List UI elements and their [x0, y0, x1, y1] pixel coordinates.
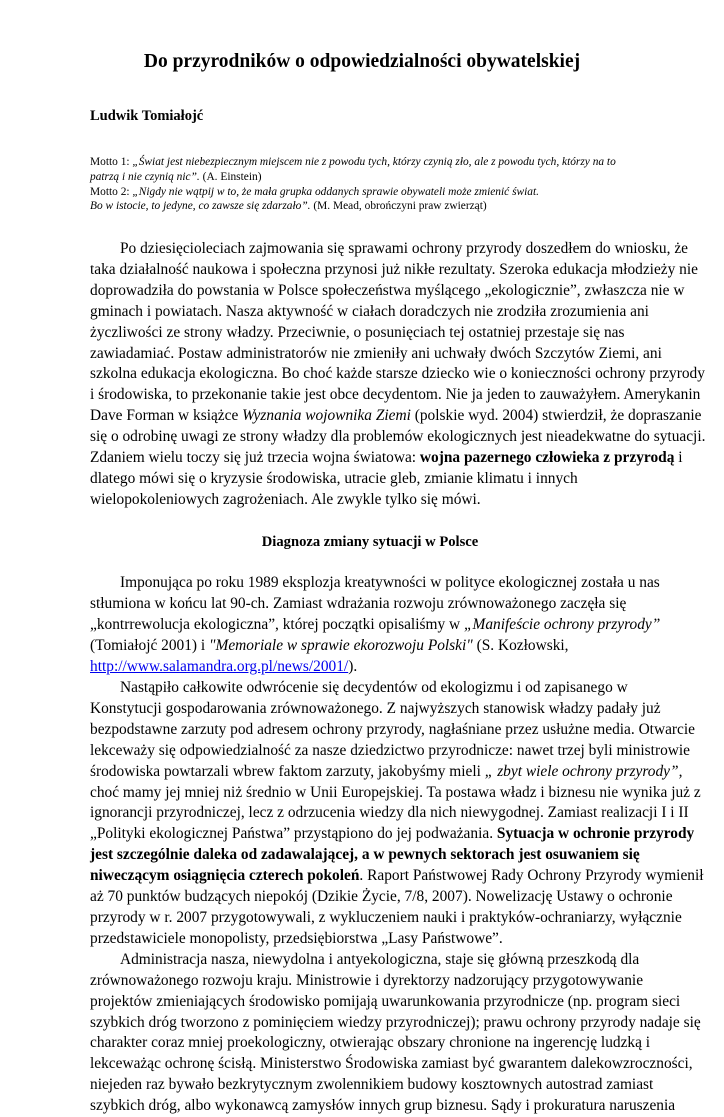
text-run: środowiska powtarzali wbrew faktom zarzuty, jakobyśmy mieli	[90, 762, 485, 780]
salamandra-link[interactable]: http://www.salamandra.org.pl/news/2001/	[90, 658, 349, 676]
text-line: szybkich dróg, albo wykonawcą zamysłów innych grup biznesu. Sądy i prokuratura naruszenia	[90, 1097, 676, 1115]
motto-1-quote: „Świat jest niebezpiecznym miejscem nie z powodu tych, którzy czynią zło, ale z powodu tych, którzy na to	[132, 156, 616, 168]
text-line: wielopokoleniowych zagrożeniach. Ale zwykle tylko się mówi.	[90, 490, 481, 508]
text-run: Dave Forman w książce	[90, 407, 243, 425]
text-line: stłumiona w końcu lat 90-ch. Zamiast wdrażania rozwoju zrównoważonego zaczęła się	[90, 595, 627, 613]
text-run: Zdaniem wielu toczy się już trzecia wojna światowa:	[90, 449, 420, 467]
text-line: lekceważy się odpowiedzialność za nasze dziedzictwo przyrodnicze: nawet trzej byli ministrowie	[90, 741, 690, 759]
text-line: Nastąpiło całkowite odwrócenie się decydentów od ekologizmu i od zapisanego w	[120, 679, 628, 696]
text-line: gminach i powiatach. Nasza aktywność w ciałach doradczych nie zrodziła zrozumienia ani	[90, 302, 649, 320]
motto-2-line-2	[90, 199, 680, 214]
bold-phrase: jest szczególnie daleka od zadawalającej, a w pewnych sektorach jest osuwaniem się	[90, 846, 640, 864]
text-run: „Polityki ekologicznej Państwa” przystąpiono do jej podważania.	[90, 825, 497, 843]
mottos-block	[90, 155, 680, 214]
motto-1-line-2	[90, 170, 680, 185]
text-run: . Raport Państwowej Rady Ochrony Przyrody wymienił	[359, 867, 704, 885]
author-name: Ludwik Tomiałojć	[90, 108, 204, 124]
text-line	[90, 866, 704, 887]
text-line: bezpodstawne zarzuty pod adresem ochrony przyrody, nagłaśniane przez usłużne media. Otwarcie	[90, 720, 695, 738]
paragraph-1	[90, 239, 706, 511]
text-line: taka działalność naukowa i społeczna przynosi już nikłe rezultaty. Szeroka edukacja młodzieży nie	[90, 260, 698, 278]
italic-quote: „ zbyt wiele ochrony przyrody”,	[484, 762, 683, 780]
motto-2-quote: „Nigdy nie wątpij w to, że mała grupka oddanych sprawie obywateli może zmienić świat.	[132, 185, 539, 198]
text-run: ).	[348, 658, 358, 676]
text-line: szkolna edukacja ekologiczna. Bo choć każde starsze dziecko wie o konieczności ochrony przyrody	[90, 365, 705, 383]
paragraph-4	[90, 950, 701, 1117]
article-body	[90, 239, 706, 1117]
section-heading: Diagnoza zmiany sytuacji w Polsce	[261, 533, 479, 550]
text-line	[90, 636, 650, 657]
bold-phrase: Sytuacja w ochronie przyrody	[496, 825, 695, 843]
motto-1-label: Motto 1:	[90, 156, 133, 168]
text-line: dlatego mówi się o kryzysie środowiska, utracie gleb, zmianie klimatu i innych	[90, 469, 578, 487]
text-line: zrównoważonego rozwoju kraju. Ministrowie i dyrektorzy nadzorujący przygotowywanie	[90, 971, 644, 989]
text-line: zawiadamiać. Postaw administratorów nie zmieniły ani uchwały dwóch Szczytów Ziemi, ani	[90, 344, 662, 362]
text-line: przedstawiciele monopolisty, przedsiębiorstwa „Lasy Państwowe”.	[90, 929, 503, 947]
paragraph-2	[90, 573, 661, 678]
text-line	[90, 657, 650, 678]
motto-2-quote-cont: Bo w istocie, to jedyne, co zawsze się zdarzało”.	[90, 200, 311, 213]
text-line	[90, 762, 683, 783]
bold-phrase: wojna pazernego człowieka z przyrodą	[419, 449, 675, 467]
motto-1-quote-cont: patrzą i nie czynią nic”.	[90, 170, 200, 183]
text-line: aż 70 punktów budzących niepokój (Dzikie Życie, 7/8, 2007). Nowelizację Ustawy o ochronie	[90, 888, 673, 906]
text-line: szybkich dróg tworzono z pominięciem wiedzy przyrodniczej); prawu ochrony przyrody nadaje się	[90, 1013, 701, 1031]
text-run: (polskie wyd. 2004) stwierdził, że dopraszanie	[410, 407, 702, 425]
text-line: przyrody w r. 2007 przygotowywali, z wykluczeniem nauki i praktyków-ochraniarzy, wyłącznie	[90, 908, 682, 926]
text-line: doprowadziła do powstania w Polsce społeczeństwa myślącego „ekologicznie”, zwłaszcza nie w	[90, 281, 685, 299]
text-line: ignorancji przyrodniczej, lecz z odrzucenia wiedzy dla nich niewygodnej. Zamiast realizacji I i II	[90, 804, 689, 822]
text-line	[90, 406, 702, 427]
bold-phrase: niweczącym osiągnięcia czterech pokoleń	[90, 867, 360, 885]
motto-2-line-1	[90, 185, 680, 200]
text-line: Imponująca po roku 1989 eksplozja kreatywności w polityce ekologicznej została u nas	[120, 574, 660, 592]
text-line: się o odrobinę uwagi ze strony władzy dla problemów ekologicznych jest nieadekwatne do sytuacji.	[90, 428, 706, 446]
text-run: (S. Kozłowski,	[472, 637, 569, 655]
page-title: Do przyrodników o odpowiedzialności obywatelskiej	[143, 51, 581, 72]
text-line: choć mamy jej mniej niż średnio w Unii Europejskiej. Ta postawa władz i biznesu nie wynika już z	[90, 783, 701, 801]
text-line: Konstytucji gospodarowania zrównoważonego. Z najwyższych stanowisk władzy padały już	[90, 699, 661, 717]
text-run: (Tomiałojć 2001) i	[90, 637, 210, 655]
text-line: Po dziesięcioleciach zajmowania się sprawami ochrony przyrody doszedłem do wniosku, że	[120, 240, 688, 257]
citation-title: „Manifeście ochrony przyrody”	[463, 616, 661, 634]
text-line: lekceważąc ochronę ścisłą. Ministerstwo Środowiska zamiast być gwarantem dalekowzroczności,	[90, 1055, 693, 1073]
text-run: „kontrrewolucja ekologiczna”, której początki opisaliśmy w	[90, 616, 464, 634]
blank-line	[90, 511, 650, 532]
text-run: i	[674, 449, 683, 467]
text-line: charakter coraz mniej proekologiczny, otwierając obszary chronione na ingerencję ludzką i	[90, 1034, 651, 1052]
motto-1-attribution: (A. Einstein)	[199, 170, 262, 183]
paragraph-3	[90, 678, 704, 950]
text-line	[90, 824, 695, 845]
book-title: Wyznania wojownika Ziemi	[242, 407, 411, 425]
blank-line	[90, 553, 650, 574]
text-line: Administracja nasza, niewydolna i antyekologiczna, staje się główną przeszkodą dla	[120, 950, 640, 968]
text-line	[90, 845, 650, 866]
text-line: projektów zmieniających środowisko pomijają uwarunkowania przyrodnicze (np. program sieci	[90, 992, 681, 1010]
motto-2-attribution: (M. Mead, obrończyni praw zwierząt)	[310, 200, 487, 213]
text-line: życzliwości ze strony władzy. Przeciwnie, o posunięciach tej ostatniej przestaje się nas	[90, 323, 625, 341]
text-line: niejeden raz bywało bezkrytycznym zwolennikiem budowy kosztownych autostrad zamiast	[90, 1076, 654, 1094]
text-line	[90, 448, 683, 469]
motto-1-line-1	[90, 155, 680, 170]
text-line	[90, 615, 661, 636]
motto-2-label: Motto 2:	[90, 185, 133, 198]
citation-title: "Memoriale w sprawie ekorozwoju Polski"	[209, 637, 473, 655]
text-line: i środowiska, to przekonanie takie jest obce decydentom. Nie ja jeden to zauważyłem. Amerykanin	[90, 386, 701, 404]
